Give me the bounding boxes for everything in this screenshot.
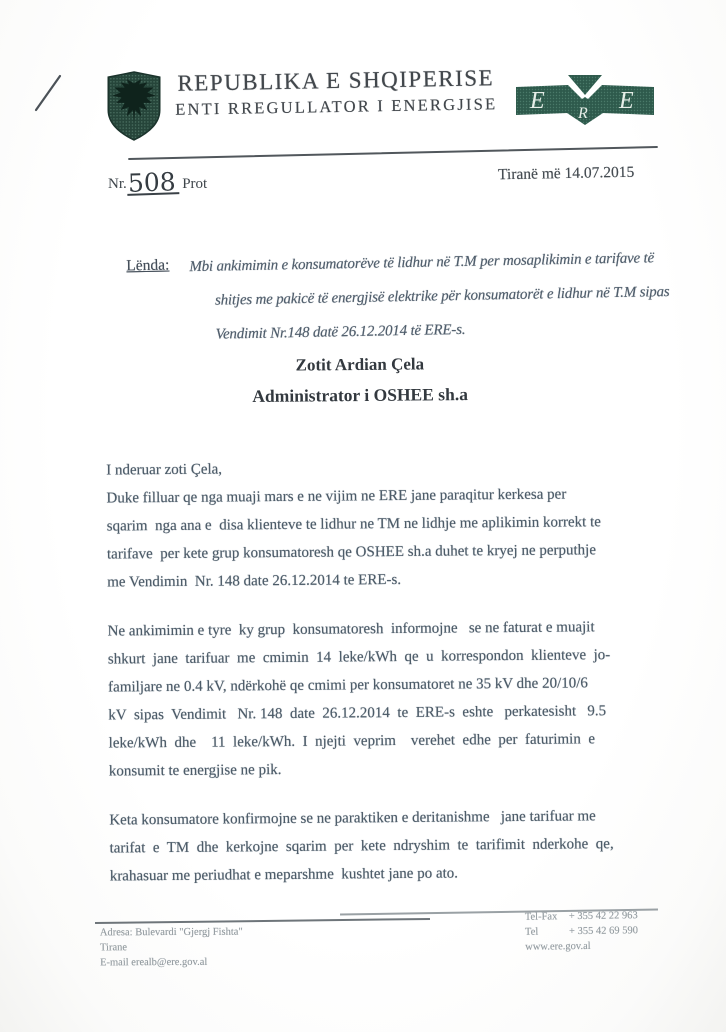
body-line: familjare ne 0.4 kV, ndërkohë qe cmimi per konsumatoret ne 35 kV dhe 20/10/6 xyxy=(108,675,588,696)
subject-line: Mbi ankimimin e konsumatorëve të lidhur në T.M per mosaplikimin e tarifave të xyxy=(189,250,655,276)
header-subtitle: ENTI RREGULLATOR I ENERGJISE xyxy=(175,94,498,119)
footer-rule xyxy=(95,918,430,924)
protocol-suffix: Prot xyxy=(178,176,208,192)
footer-address-line: Tirane xyxy=(99,942,128,954)
body-line: sqarim nga ana e disa klienteve te lidhur ne TM ne lidhje me aplikimin korrekt te xyxy=(106,514,601,535)
body-line: Duke filluar qe nga muaji mars e ne vijim ne ERE jane paraqitur kerkesa per xyxy=(106,486,567,507)
recipient-name: Zotit Ardian Çela xyxy=(295,354,425,375)
footer-address-block xyxy=(100,925,243,971)
telfax-value: + 355 42 22 963 xyxy=(568,910,638,923)
emblem-letter-r: R xyxy=(578,105,588,122)
emblem-letter-e-left: E xyxy=(530,88,545,114)
footer-telfax-row xyxy=(525,908,638,925)
letter-body xyxy=(106,451,690,890)
body-line: krahasuar me periudhat e meparshme kushtet jane po ato. xyxy=(109,865,459,885)
emblem-letter-e-right: E xyxy=(619,88,634,114)
footer-email: E-mail erealb@ere.gov.al xyxy=(100,956,208,969)
tel-label: Tel xyxy=(524,926,539,938)
pen-slash-mark xyxy=(28,70,72,116)
subject-text xyxy=(189,241,688,353)
header-title: REPUBLIKA E SHQIPERISE xyxy=(177,65,495,96)
recipient-block xyxy=(150,348,571,412)
header-title-block xyxy=(152,65,521,120)
body-line: tarifat e TM dhe kerkojne sqarim per kete ndryshim te tarifimit nderkohe qe, xyxy=(109,836,614,857)
body-line: leke/kWh dhe 11 leke/kWh. I njejti veprim verehet edhe per faturimin e xyxy=(108,731,596,752)
date-line: Tiranë më 14.07.2015 xyxy=(497,163,635,184)
salutation: I nderuar zoti Çela, xyxy=(106,461,223,479)
tel-value: + 355 42 69 590 xyxy=(568,925,638,938)
body-line: me Vendimin Nr. 148 date 26.12.2014 te ERE-s. xyxy=(107,571,402,591)
subject-block xyxy=(126,241,688,354)
footer-contacts-block xyxy=(525,908,639,955)
body-line: kV sipas Vendimit Nr. 148 date 26.12.2014 te ERE-s eshte perkatesisht 9.5 xyxy=(108,703,607,724)
subject-label: Lënda: xyxy=(126,256,170,275)
body-line: tarifave per kete grup konsumatoresh qe OSHEE sh.a duhet te kryej ne perputhje xyxy=(106,542,597,563)
body-line: Keta konsumatore konfirmojne se ne paraktiken e deritanishme jane tarifuar me xyxy=(109,808,596,829)
subject-line: Vendimit Nr.148 datë 26.12.2014 të ERE-s. xyxy=(215,321,466,343)
subject-line: shitjes me pakicë të energjisë elektrike për konsumatorët e lidhur në T.M sipas xyxy=(214,283,670,309)
body-line: Ne ankimimin e tyre ky grup konsumatoresh informojne se ne faturat e muajit xyxy=(107,619,595,640)
footer-tel-row xyxy=(525,923,638,940)
telfax-label: Tel-Fax xyxy=(524,911,558,923)
ere-emblem-icon xyxy=(516,72,654,126)
recipient-role: Administrator i OSHEE sh.a xyxy=(252,384,468,406)
footer-address-line: Adresa: Bulevardi "Gjergj Fishta" xyxy=(99,926,243,939)
body-line: konsumit te energjise ne pik. xyxy=(108,762,282,780)
protocol-prefix: Nr. xyxy=(108,176,127,192)
footer-website: www.ere.gov.al xyxy=(525,940,591,953)
header-rule xyxy=(128,146,658,160)
protocol-line xyxy=(108,167,208,198)
protocol-number-handwritten: 508 xyxy=(126,172,178,196)
body-line: shkurt jane tarifuar me cmimin 14 leke/kWh qe u korrespondon klienteve jo- xyxy=(107,647,611,668)
